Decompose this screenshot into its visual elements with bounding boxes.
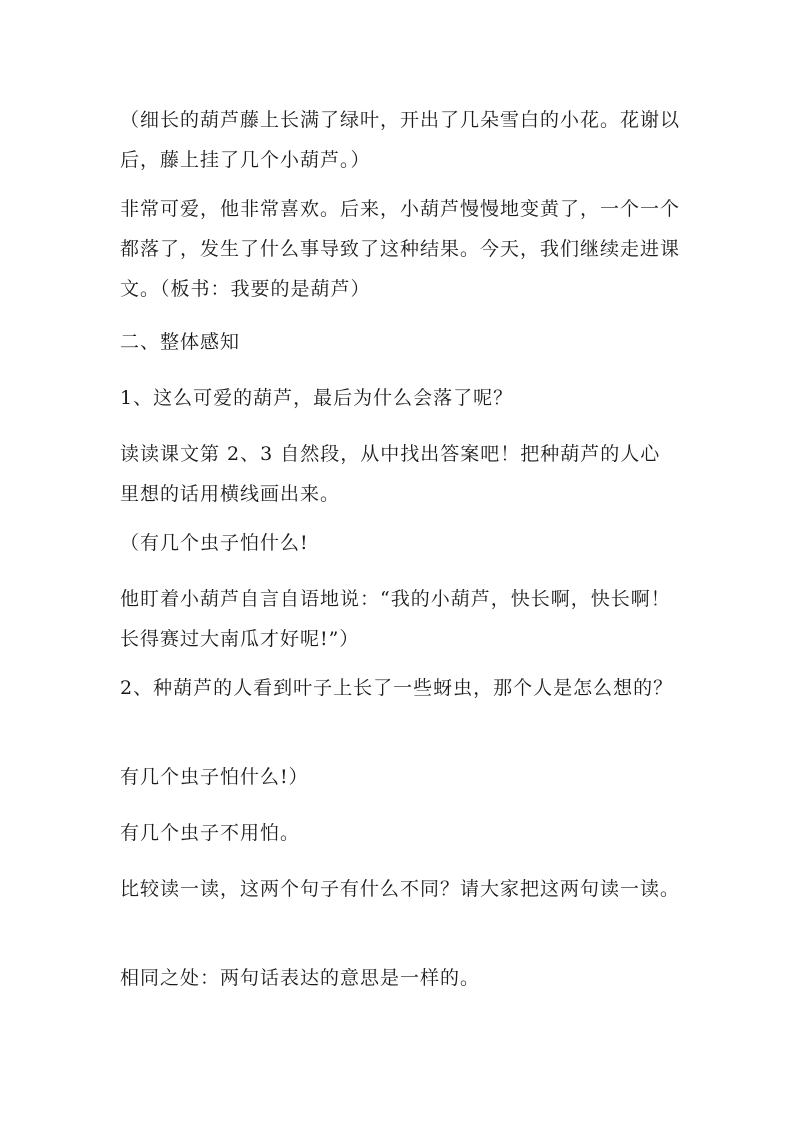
question-1: 1、这么可爱的葫芦，最后为什么会落了呢？ [120, 387, 514, 409]
quote-bugs-1: （有几个虫子怕什么! [120, 532, 309, 554]
paragraph-gourd-vine: （细长的葫芦藤上长满了绿叶，开出了几朵雪白的小花。花谢以后，藤上挂了几个小葫芦。） [120, 109, 681, 171]
quote-bugs-2: 有几个虫子怕什么!） [120, 766, 309, 788]
sentence-no-fear: 有几个虫子不用怕。 [120, 822, 301, 844]
question-2: 2、种葫芦的人看到叶子上长了一些蚜虫，那个人是怎么想的？ [120, 677, 674, 699]
paragraph-compare-read: 比较读一读，这两个句子有什么不同？请大家把这两句读一读。 [120, 878, 681, 900]
section-heading-overall: 二、整体感知 [120, 331, 241, 353]
paragraph-similarity: 相同之处：两句话表达的意思是一样的。 [120, 967, 481, 989]
paragraph-continue-lesson: 非常可爱，他非常喜欢。后来，小葫芦慢慢地变黄了，一个一个都落了，发生了什么事导致了这种结果。今天，我们继续走进课文。（板书：我要的是葫芦） [120, 198, 681, 300]
paragraph-read-aloud: 读读课文第 2、3 自然段，从中找出答案吧！把种葫芦的人心里想的话用横线画出来。 [120, 443, 661, 505]
quote-talking-to-gourd: 他盯着小葫芦自言自语地说：“我的小葫芦，快长啊，快长啊！长得赛过大南瓜才好呢!”） [120, 588, 671, 650]
